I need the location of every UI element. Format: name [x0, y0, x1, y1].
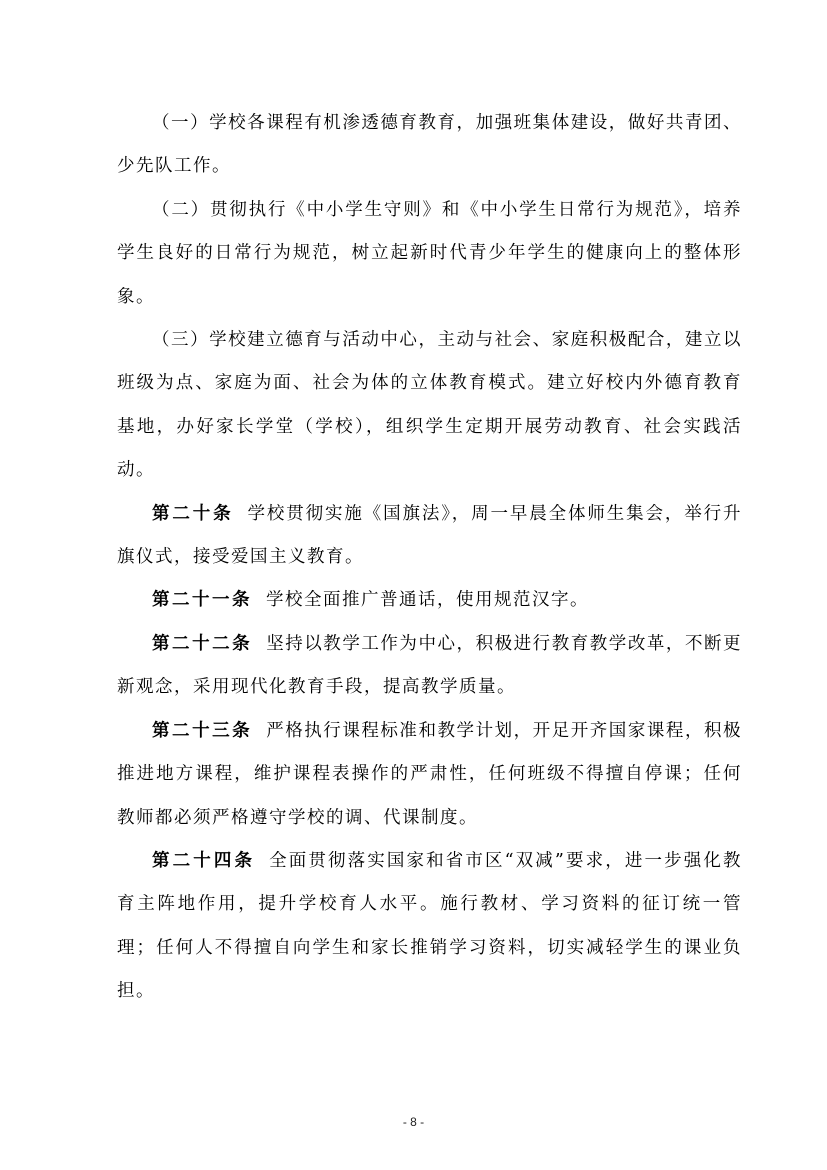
- article-24: [117, 840, 742, 1014]
- article-text: 学校全面推广普通话，使用规范汉字。: [266, 590, 589, 611]
- article-22: [117, 623, 742, 710]
- article-text: 全面贯彻落实国家和省市区“双减”要求，进一步强化教育主阵地作用，提升学校育人水平。施行教材、学习资料的征订统一管理；任何人不得擅自向学生和家长推销学习资料，切实减轻学生的课业负担。: [117, 850, 742, 1002]
- article-number: 第二十一条: [152, 590, 252, 611]
- article-text: 学校贯彻实施《国旗法》，周一早晨全体师生集会，举行升旗仪式，接受爱国主义教育。: [117, 503, 742, 568]
- article-number: 第二十条: [152, 503, 234, 524]
- paragraph-text: （三）学校建立德育与活动中心，主动与社会、家庭积极配合，建立以班级为点、家庭为面、社会为体的立体教育模式。建立好校内外德育教育基地，办好家长学堂（学校），组织学生定期开展劳动教育、社会实践活动。: [117, 330, 742, 481]
- page-number: - 8 -: [402, 1115, 425, 1129]
- article-number: 第二十四条: [152, 850, 256, 871]
- paragraph-1: [117, 102, 742, 189]
- document-body: [117, 102, 742, 1014]
- paragraph-text: （一）学校各课程有机渗透德育教育，加强班集体建设，做好共青团、少先队工作。: [117, 113, 742, 177]
- paragraph-3: [117, 319, 742, 493]
- article-20: [117, 493, 742, 580]
- article-number: 第二十二条: [152, 633, 253, 654]
- article-number: 第二十三条: [152, 720, 253, 741]
- paragraph-text: （二）贯彻执行《中小学生守则》和《中小学生日常行为规范》，培养学生良好的日常行为规范，树立起新时代青少年学生的健康向上的整体形象。: [117, 199, 742, 307]
- paragraph-2: [117, 189, 742, 319]
- article-text: 严格执行课程标准和教学计划，开足开齐国家课程，积极推进地方课程，维护课程表操作的严肃性，任何班级不得擅自停课；任何教师都必须严格遵守学校的调、代课制度。: [117, 720, 743, 828]
- article-text: 坚持以教学工作为中心，积极进行教育教学改革，不断更新观念，采用现代化教育手段，提高教学质量。: [117, 633, 743, 698]
- article-21: [117, 579, 742, 622]
- article-23: [117, 710, 742, 840]
